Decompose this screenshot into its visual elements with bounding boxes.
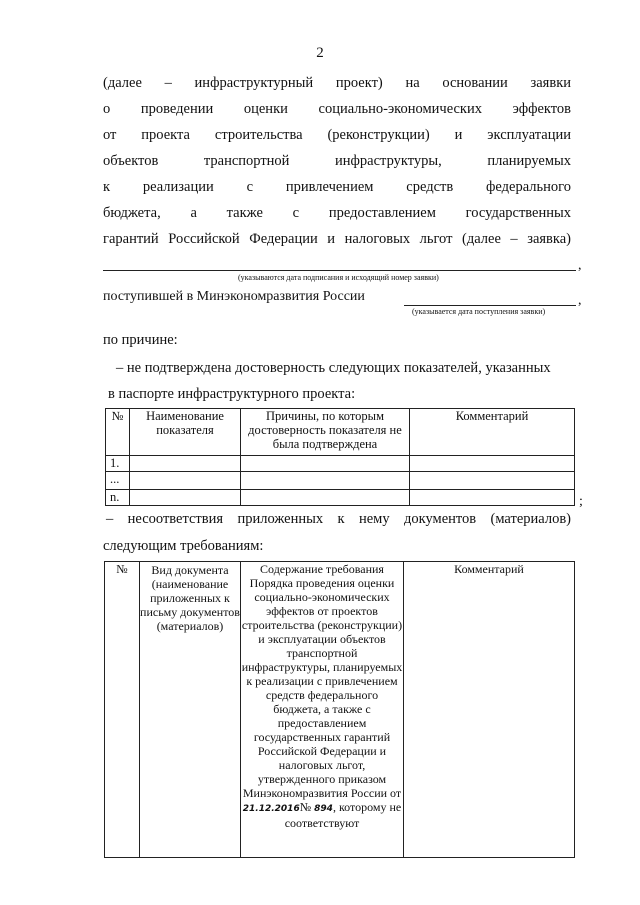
table1-semicolon: ;	[579, 494, 583, 509]
paragraph-line: от проекта строительства (реконструкции) и эксплуатации	[103, 127, 571, 143]
handwritten-order-number: 894	[314, 804, 333, 814]
table-row-number: ...	[106, 472, 130, 490]
received-text: поступившей в Минэкономразвития России	[103, 289, 365, 304]
indicators-table	[105, 408, 575, 506]
table-cell	[241, 490, 410, 506]
order-number-label: №	[299, 800, 312, 814]
table-header-requirement	[241, 562, 404, 858]
page-number: 2	[316, 45, 324, 61]
item1-line2: в паспорте инфраструктурного проекта:	[108, 386, 356, 402]
sign-date-field	[103, 270, 576, 271]
table-header: №	[105, 562, 140, 858]
item2-line1: – несоответствия приложенных к нему документов (материалов)	[106, 511, 571, 527]
paragraph-line: к реализации с привлечением средств федерального	[103, 179, 571, 195]
table-cell	[410, 472, 575, 490]
table-row-number: n.	[106, 490, 130, 506]
paragraph-line: объектов транспортной инфраструктуры, планируемых	[103, 153, 571, 169]
table-cell	[241, 456, 410, 472]
item2-line2: следующим требованиям:	[103, 538, 264, 554]
requirement-text: Содержание требования Порядка проведения оценки социально-экономических эффектов от проектов строительства (реконструкции) и эксплуатации объектов транспортной инфраструктуры, планируемых к реализации с привлечением средств федерального бюджета, а также с предоставлением государственных гарантий Российской Федерации и налоговых льгот, утвержденного приказом Минэкономразвития России от	[241, 562, 403, 800]
requirements-table	[104, 561, 575, 858]
table-cell	[130, 490, 241, 506]
table-row-number: 1.	[106, 456, 130, 472]
table-header: Наименование показателя	[130, 409, 241, 456]
sign-date-caption: (указываются дата подписания и исходящий номер заявки)	[238, 273, 439, 282]
table-cell	[410, 456, 575, 472]
table-header: Комментарий	[404, 562, 575, 858]
reason-label: по причине:	[103, 332, 178, 348]
item1-line1: – не подтверждена достоверность следующих показателей, указанных	[116, 360, 551, 376]
received-comma: ,	[578, 293, 582, 308]
table-cell	[241, 472, 410, 490]
table-header: Комментарий	[410, 409, 575, 456]
sign-date-comma: ,	[578, 258, 582, 273]
table-header: Вид документа (наименование приложенных к письму документов (материалов)	[140, 562, 241, 858]
paragraph-line: о проведении оценки социально-экономических эффектов	[103, 101, 571, 117]
received-date-caption: (указывается дата поступления заявки)	[412, 307, 546, 316]
requirement-tail: , которому не соответствуют	[284, 800, 402, 830]
paragraph-line: бюджета, а также с предоставлением государственных	[103, 205, 571, 221]
received-date-field	[404, 305, 576, 306]
table-header: №	[106, 409, 130, 456]
table-cell	[130, 456, 241, 472]
paragraph-line: (далее – инфраструктурный проект) на основании заявки	[103, 75, 571, 91]
table-cell	[410, 490, 575, 506]
table-cell	[130, 472, 241, 490]
handwritten-order-date: 21.12.2016	[242, 804, 300, 814]
table-header: Причины, по которым достоверность показателя не была подтверждена	[241, 409, 410, 456]
paragraph-line: гарантий Российской Федерации и налоговых льгот (далее – заявка)	[103, 231, 571, 247]
